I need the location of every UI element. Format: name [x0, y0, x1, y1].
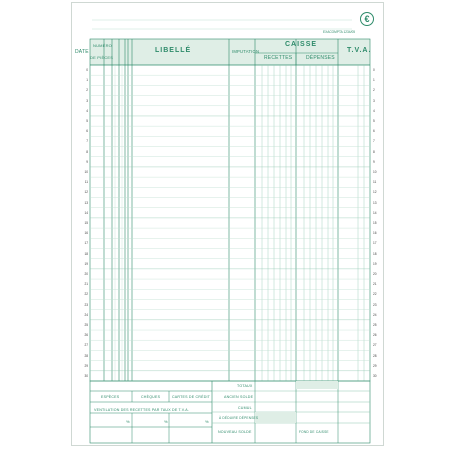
row-number-right: 27: [373, 343, 377, 348]
row-number-right: 20: [373, 271, 377, 276]
row-number-left: 0: [86, 68, 88, 73]
row-number-right: 4: [373, 108, 375, 113]
row-number-left: 11: [84, 180, 88, 185]
footer-ancien-solde: ANCIEN SOLDE: [224, 395, 254, 399]
row-number-right: 22: [373, 292, 377, 297]
row-number-right: 16: [373, 231, 377, 236]
row-number-right: 12: [373, 190, 377, 195]
row-number-left: 17: [84, 241, 88, 246]
row-number-right: 25: [373, 322, 377, 327]
row-number-right: 28: [373, 353, 377, 358]
row-number-right: 17: [373, 241, 377, 246]
row-number-left: 14: [84, 210, 88, 215]
percent-3: %: [205, 419, 209, 424]
row-number-left: 1: [86, 78, 88, 83]
footer-totaux: TOTAUX: [237, 384, 253, 388]
row-number-right: 10: [373, 170, 377, 175]
row-number-left: 5: [86, 119, 88, 124]
header-imputation: IMPUTATION: [232, 49, 260, 54]
row-number-left: 10: [84, 170, 88, 175]
header-recettes: RECETTES: [264, 55, 293, 61]
row-number-right: 13: [373, 200, 377, 205]
row-number-right: 15: [373, 221, 377, 225]
row-number-left: 22: [84, 292, 88, 297]
row-number-left: 20: [84, 271, 88, 276]
percent-2: %: [164, 419, 168, 424]
row-number-right: 7: [373, 139, 375, 144]
row-number-right: 30: [373, 373, 377, 378]
row-number-left: 9: [86, 159, 88, 164]
row-number-left: 15: [84, 221, 88, 225]
row-number-right: 29: [373, 363, 377, 368]
row-number-right: 21: [373, 282, 377, 287]
row-number-left: 3: [86, 98, 88, 103]
row-number-left: 27: [84, 343, 88, 348]
header-caisse: CAISSE: [285, 41, 318, 48]
row-number-left: 18: [84, 251, 88, 256]
footer-especes: ESPÈCES: [101, 395, 120, 399]
row-number-left: 4: [86, 108, 88, 113]
row-number-left: 7: [86, 139, 88, 144]
form-reference: EXACOMPTA 1234/05: [323, 30, 356, 34]
cash-ledger-page: [71, 2, 384, 446]
euro-symbol-icon: €: [360, 12, 374, 26]
row-number-left: 16: [84, 231, 88, 236]
percent-1: %: [126, 419, 130, 424]
row-number-right: 8: [373, 149, 375, 154]
row-number-right: 11: [373, 180, 377, 185]
row-number-left: 29: [84, 363, 88, 368]
row-number-right: 6: [373, 129, 375, 134]
footer-cartes-credit: CARTES DE CRÉDIT: [172, 395, 211, 399]
header-libelle: LIBELLÉ: [155, 47, 192, 54]
row-number-right: 23: [373, 302, 377, 307]
row-number-left: 28: [84, 353, 88, 358]
header-tva: T.V.A.: [347, 47, 372, 54]
header-numero: NUMÉRO: [93, 43, 112, 48]
row-number-left: 2: [86, 88, 88, 93]
header-de-pieces: DE PIÈCES: [90, 55, 114, 60]
ledger-grid: [72, 3, 385, 447]
header-date: DATE: [75, 49, 89, 55]
row-number-left: 13: [84, 200, 88, 205]
row-number-left: 6: [86, 129, 88, 134]
row-number-right: 5: [373, 119, 375, 124]
footer-a-deduire: À DÉDUIRE DÉPENSES: [219, 416, 259, 420]
row-number-left: 30: [84, 373, 88, 378]
row-number-right: 14: [373, 210, 377, 215]
row-number-right: 24: [373, 312, 377, 317]
footer-cheques: CHÈQUES: [141, 395, 161, 399]
footer-ventilation: VENTILATION DES RECETTES PAR TAUX DE T.V.A.: [94, 408, 190, 412]
row-number-left: 21: [84, 282, 88, 287]
row-number-right: 3: [373, 98, 375, 103]
row-number-right: 26: [373, 333, 377, 338]
footer-cumul: CUMUL: [238, 406, 252, 410]
header-depenses: DÉPENSES: [306, 55, 335, 61]
row-number-right: 9: [373, 159, 375, 164]
row-number-left: 25: [84, 322, 88, 327]
row-number-left: 23: [84, 302, 88, 307]
row-number-right: 0: [373, 68, 375, 73]
row-number-left: 8: [86, 149, 88, 154]
footer-fond-de-caisse: FOND DE CAISSE: [299, 430, 329, 434]
deduire-shade: [255, 412, 296, 423]
row-number-right: 18: [373, 251, 377, 256]
totaux-shade: [296, 381, 338, 389]
row-number-left: 19: [84, 261, 88, 266]
row-number-left: 26: [84, 333, 88, 338]
footer-nouveau-solde: NOUVEAU SOLDE: [218, 430, 252, 434]
row-number-right: 1: [373, 78, 375, 83]
row-number-right: 19: [373, 261, 377, 266]
row-number-left: 24: [84, 312, 88, 317]
row-number-left: 12: [84, 190, 88, 195]
row-number-right: 2: [373, 88, 375, 93]
